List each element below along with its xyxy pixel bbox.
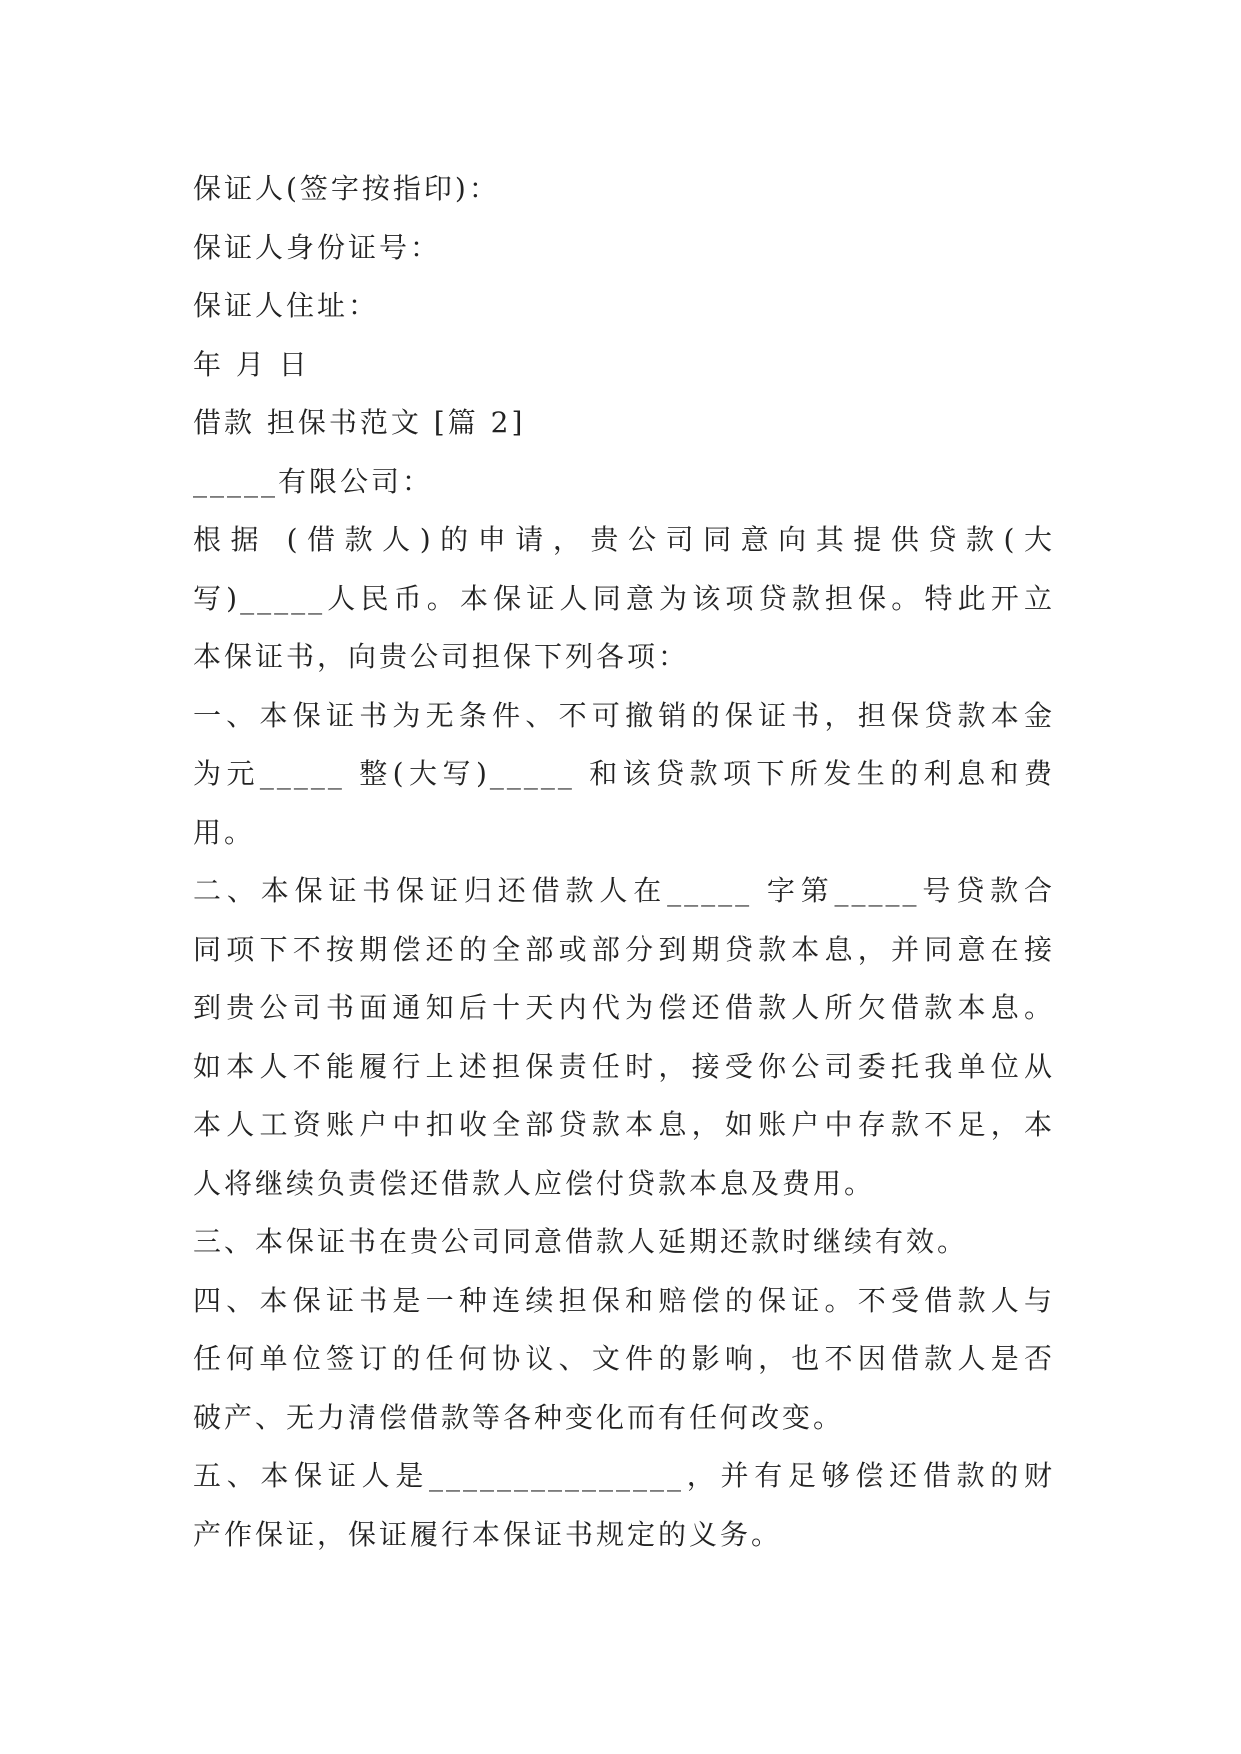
addressee-line: _____有限公司：: [193, 464, 434, 498]
clause-2-line: 到贵公司书面通知后十天内代为偿还借款人所欠借款本息。: [193, 991, 1055, 1024]
guarantor-id-line: 保证人身份证号：: [193, 230, 442, 264]
clause-4-line: 任何单位签订的任何协议、文件的影响，也不因借款人是否: [193, 1342, 1055, 1375]
guarantor-address-line: 保证人住址：: [193, 289, 380, 322]
clause-1-line: 一、本保证书为无条件、不可撤销的保证书，担保贷款本金: [193, 698, 1055, 732]
section-heading: 借款 担保书范文 [篇 2]: [193, 406, 526, 439]
paragraph-line: 本保证书，向贵公司担保下列各项：: [193, 640, 690, 673]
guarantor-signature-line: 保证人(签字按指印)：: [193, 172, 500, 205]
clause-5-line: 五、本保证人是_______________，并有足够偿还借款的财: [193, 1459, 1055, 1492]
date-line: 年 月 日: [193, 347, 310, 381]
clause-4-line: 四、本保证书是一种连续担保和赔偿的保证。不受借款人与: [193, 1283, 1055, 1317]
clause-2-line: 人将继续负责偿还借款人应偿付贷款本息及费用。: [193, 1166, 876, 1200]
clause-1-line: 为元_____ 整(大写)_____ 和该贷款项下所发生的利息和费: [193, 757, 1055, 790]
clause-4-line: 破产、无力清偿借款等各种变化而有任何改变。: [193, 1400, 845, 1434]
clause-3-line: 三、本保证书在贵公司同意借款人延期还款时继续有效。: [193, 1225, 969, 1258]
clause-5-line: 产作保证，保证履行本保证书规定的义务。: [193, 1517, 783, 1551]
clause-2-line: 二、本保证书保证归还借款人在_____ 字第_____号贷款合: [193, 874, 1055, 907]
paragraph-line: 根据 (借款人)的申请，贵公司同意向其提供贷款(大: [193, 523, 1055, 556]
clause-2-line: 本人工资账户中扣收全部贷款本息，如账户中存款不足，本: [193, 1108, 1055, 1141]
clause-2-line: 同项下不按期偿还的全部或部分到期贷款本息，并同意在接: [193, 932, 1055, 966]
paragraph-line: 写)_____人民币。本保证人同意为该项贷款担保。特此开立: [193, 581, 1055, 615]
document-body: [193, 160, 1055, 1564]
clause-2-line: 如本人不能履行上述担保责任时，接受你公司委托我单位从: [193, 1049, 1055, 1083]
clause-1-line: 用。: [193, 815, 256, 849]
